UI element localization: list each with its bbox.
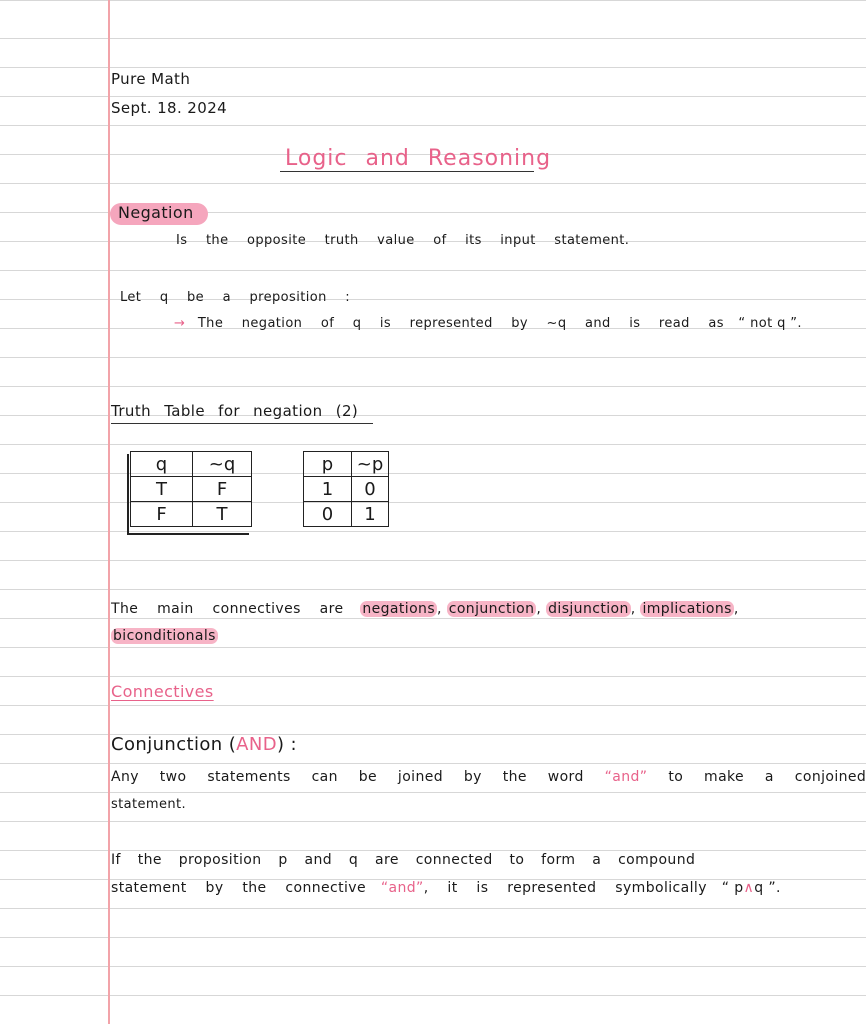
conjunction-line-1: Any two statements can be joined by the word	[111, 769, 584, 785]
table-header-cell: q	[131, 452, 193, 477]
conjunction-line-2: statement.	[111, 797, 187, 812]
truth-table-p	[303, 451, 389, 527]
table-row	[304, 477, 389, 502]
conjunction-line-4a: statement by the connective	[111, 880, 366, 896]
margin-line	[108, 0, 110, 1024]
course-label: Pure Math	[111, 70, 191, 88]
symbol-open: “ p	[721, 880, 744, 896]
conjunction-line-4b: , it is represented symbolically	[423, 880, 707, 896]
and-label: AND	[236, 734, 277, 755]
conjunction-line-3: If the proposition p and q are connected to form a compound	[111, 852, 696, 868]
conjunction-heading	[111, 736, 297, 754]
table-cell: 0	[352, 477, 389, 502]
table-q-shadow-bottom	[127, 533, 249, 535]
negation-definition: Is the opposite truth value of its input statement.	[176, 233, 630, 248]
negation-heading: Negation	[118, 203, 194, 222]
table-cell: T	[193, 502, 252, 527]
connectives-prefix: The main connectives are	[111, 601, 344, 617]
table-header-cell: ~p	[352, 452, 389, 477]
table-header-cell: p	[304, 452, 352, 477]
let-line: Let q be a preposition :	[120, 290, 351, 305]
arrow-icon: →	[174, 316, 186, 331]
and-quote: “and”	[604, 769, 648, 785]
and-quote-2: “and”	[380, 880, 424, 896]
table-cell: 1	[304, 477, 352, 502]
not-q-quote: “ not q ”.	[738, 316, 802, 331]
page-title: Logic and Reasoning	[285, 146, 552, 171]
table-cell: 0	[304, 502, 352, 527]
and-symbol: ∧	[743, 880, 755, 896]
table-cell: F	[131, 502, 193, 527]
table-q-shadow-left	[127, 454, 129, 534]
table-cell: F	[193, 477, 252, 502]
table-row	[131, 452, 252, 477]
connective-negations: negations	[362, 601, 436, 617]
table-header-cell: ~q	[193, 452, 252, 477]
truth-table-q	[130, 451, 252, 527]
title-underline	[280, 171, 534, 172]
negation-representation: The negation of q is represented by ~q and is read as	[197, 316, 724, 331]
date-label: Sept. 18. 2024	[111, 99, 228, 117]
truth-table-heading-underline	[111, 423, 373, 424]
table-row	[131, 477, 252, 502]
connective-implications: implications	[642, 601, 732, 617]
notebook-page: Pure Math Sept. 18. 2024 Logic and Reasoning Negation Is the opposite truth value of its input statement. Let q be a preposition : → The negation of q is represented by ~q and is read as “ not q ”. Truth Table for negation (2) q ~q T F F T p ~p 1 0 0 1 The main connectives are negations , conjunction , disjunction , implications , biconditionals Connectives Conjunction (AND) : Any two statements can be joined by the word “and” to make a conjoined statement. If the proposition p and q are connected to form a compound statement by the connective “and”, it is represented symbolically “ p∧q ”.	[0, 0, 768, 1024]
table-row	[304, 452, 389, 477]
table-cell: 1	[352, 502, 389, 527]
table-cell: T	[131, 477, 193, 502]
connective-biconditionals: biconditionals	[113, 628, 216, 644]
conjunction-heading-text: Conjunction (	[111, 734, 237, 755]
conjunction-line-1-end: to make a conjoined	[668, 769, 866, 785]
connectives-heading: Connectives	[111, 682, 214, 701]
truth-table-heading: Truth Table for negation (2)	[111, 402, 359, 420]
table-row	[304, 502, 389, 527]
connective-conjunction: conjunction	[448, 601, 535, 617]
conjunction-heading-end: ) :	[276, 734, 297, 755]
table-row	[131, 502, 252, 527]
connective-disjunction: disjunction	[548, 601, 629, 617]
symbol-close: q ”.	[754, 880, 781, 896]
